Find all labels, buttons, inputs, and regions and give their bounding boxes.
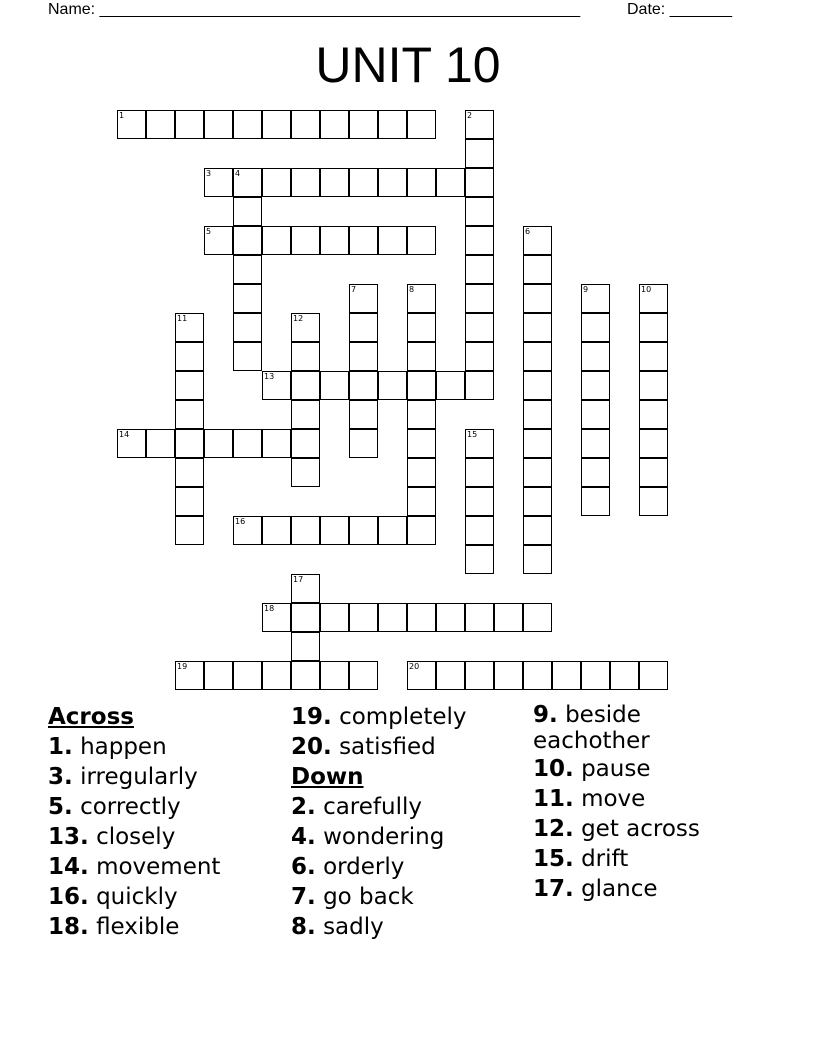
crossword-cell[interactable] [523,545,552,574]
crossword-cell[interactable] [581,429,610,458]
clue-column-1 [48,702,288,942]
crossword-cell[interactable] [204,226,233,255]
crossword-cell[interactable] [233,255,262,284]
cell-number: 12 [293,314,304,323]
crossword-cell[interactable] [552,661,581,690]
crossword-cell[interactable] [233,516,262,545]
crossword-cell[interactable] [291,516,320,545]
cell-number: 2 [467,111,473,120]
date-field-line: Date: _______ [627,1,732,18]
crossword-cell[interactable] [291,661,320,690]
crossword-cell[interactable] [378,110,407,139]
crossword-cell[interactable] [407,429,436,458]
crossword-cell[interactable] [639,661,668,690]
crossword-cell[interactable] [465,110,494,139]
crossword-cell[interactable] [378,603,407,632]
crossword-cell[interactable] [320,371,349,400]
cell-number: 10 [641,285,652,294]
clue-down-17: 17. glance [533,876,658,902]
crossword-cell[interactable] [262,226,291,255]
crossword-cell[interactable] [349,284,378,313]
crossword-cell[interactable] [523,661,552,690]
crossword-cell[interactable] [465,313,494,342]
crossword-cell[interactable] [494,661,523,690]
crossword-cell[interactable] [117,110,146,139]
crossword-cell[interactable] [262,661,291,690]
crossword-cell[interactable] [494,603,523,632]
clue-across-20: 20. satisfied [291,734,436,760]
clue-down-9: 9. beside eachother [533,702,650,754]
cell-number: 16 [235,517,246,526]
crossword-cell[interactable] [407,110,436,139]
crossword-cell[interactable] [523,429,552,458]
crossword-cell[interactable] [407,284,436,313]
crossword-cell[interactable] [175,313,204,342]
crossword-cell[interactable] [291,400,320,429]
crossword-cell[interactable] [523,516,552,545]
clue-across-18: 18. flexible [48,914,180,940]
crossword-cell[interactable] [407,487,436,516]
crossword-cell[interactable] [204,168,233,197]
crossword-cell[interactable] [320,603,349,632]
crossword-cell[interactable] [291,226,320,255]
crossword-cell[interactable] [349,661,378,690]
crossword-cell[interactable] [581,342,610,371]
crossword-cell[interactable] [291,371,320,400]
crossword-cell[interactable] [436,661,465,690]
crossword-cell[interactable] [465,255,494,284]
crossword-cell[interactable] [146,429,175,458]
crossword-cell[interactable] [523,226,552,255]
crossword-cell[interactable] [175,661,204,690]
crossword-cell[interactable] [291,458,320,487]
clue-across-14: 14. movement [48,854,221,880]
crossword-cell[interactable] [581,284,610,313]
crossword-cell[interactable] [581,487,610,516]
crossword-cell[interactable] [581,458,610,487]
crossword-cell[interactable] [407,400,436,429]
crossword-cell[interactable] [523,487,552,516]
crossword-cell[interactable] [436,603,465,632]
cell-number: 19 [177,662,188,671]
crossword-cell[interactable] [233,226,262,255]
cell-number: 7 [351,285,357,294]
crossword-cell[interactable] [320,516,349,545]
cell-number: 3 [206,169,212,178]
down-heading: Down [291,764,364,790]
crossword-cell[interactable] [581,371,610,400]
crossword-cell[interactable] [523,458,552,487]
clue-across-13: 13. closely [48,824,176,850]
cell-number: 8 [409,285,415,294]
crossword-cell[interactable] [639,400,668,429]
crossword-cell[interactable] [320,226,349,255]
crossword-cell[interactable] [175,429,204,458]
crossword-cell[interactable] [639,371,668,400]
crossword-cell[interactable] [175,400,204,429]
crossword-cell[interactable] [349,429,378,458]
clue-across-19: 19. completely [291,704,467,730]
crossword-cell[interactable] [523,400,552,429]
crossword-cell[interactable] [581,661,610,690]
crossword-cell[interactable] [291,429,320,458]
clue-across-16: 16. quickly [48,884,178,910]
crossword-cell[interactable] [349,516,378,545]
crossword-cell[interactable] [465,429,494,458]
crossword-cell[interactable] [349,400,378,429]
clue-across-1: 1. happen [48,734,167,760]
crossword-cell[interactable] [523,313,552,342]
crossword-cell[interactable] [523,255,552,284]
crossword-cell[interactable] [291,603,320,632]
clue-down-15: 15. drift [533,846,629,872]
crossword-cell[interactable] [291,168,320,197]
crossword-cell[interactable] [233,313,262,342]
crossword-cell[interactable] [407,168,436,197]
crossword-cell[interactable] [581,313,610,342]
clue-column-2 [291,702,531,942]
crossword-cell[interactable] [639,342,668,371]
crossword-cell[interactable] [465,661,494,690]
crossword-cell[interactable] [233,661,262,690]
cell-number: 20 [409,662,420,671]
crossword-cell[interactable] [291,342,320,371]
cell-number: 13 [264,372,275,381]
crossword-cell[interactable] [378,226,407,255]
crossword-cell[interactable] [349,313,378,342]
clue-across-3: 3. irregularly [48,764,198,790]
clue-down-10: 10. pause [533,756,651,782]
crossword-cell[interactable] [233,168,262,197]
crossword-cell[interactable] [407,342,436,371]
crossword-cell[interactable] [233,342,262,371]
crossword-cell[interactable] [291,110,320,139]
crossword-cell[interactable] [465,516,494,545]
crossword-cell[interactable] [407,516,436,545]
crossword-cell[interactable] [378,516,407,545]
cell-number: 4 [235,169,241,178]
crossword-cell[interactable] [465,487,494,516]
crossword-cell[interactable] [175,371,204,400]
crossword-cell[interactable] [175,487,204,516]
crossword-cell[interactable] [523,342,552,371]
crossword-cell[interactable] [436,371,465,400]
crossword-cell[interactable] [291,574,320,603]
crossword-cell[interactable] [465,545,494,574]
crossword-cell[interactable] [378,168,407,197]
crossword-cell[interactable] [291,632,320,661]
crossword-cell[interactable] [291,313,320,342]
crossword-cell[interactable] [204,110,233,139]
crossword-cell[interactable] [610,661,639,690]
crossword-cell[interactable] [204,429,233,458]
crossword-cell[interactable] [523,284,552,313]
crossword-cell[interactable] [523,603,552,632]
crossword-cell[interactable] [146,110,175,139]
crossword-cell[interactable] [175,110,204,139]
cell-number: 5 [206,227,212,236]
cell-number: 11 [177,314,188,323]
crossword-cell[interactable] [639,487,668,516]
crossword-cell[interactable] [436,168,465,197]
crossword-cell[interactable] [465,458,494,487]
crossword-cell[interactable] [349,342,378,371]
crossword-cell[interactable] [378,371,407,400]
clue-across-5: 5. correctly [48,794,181,820]
cell-number: 15 [467,430,478,439]
crossword-cell[interactable] [349,603,378,632]
crossword-cell[interactable] [639,458,668,487]
crossword-cell[interactable] [262,110,291,139]
clue-down-8: 8. sadly [291,914,384,940]
crossword-cell[interactable] [465,284,494,313]
page-title: UNIT 10 [315,37,501,93]
crossword-cell[interactable] [407,661,436,690]
crossword-cell[interactable] [262,603,291,632]
crossword-cell[interactable] [233,197,262,226]
crossword-cell[interactable] [175,458,204,487]
crossword-cell[interactable] [465,603,494,632]
crossword-cell[interactable] [465,197,494,226]
crossword-cell[interactable] [204,661,233,690]
crossword-cell[interactable] [349,371,378,400]
crossword-cell[interactable] [349,168,378,197]
crossword-cell[interactable] [349,226,378,255]
crossword-cell[interactable] [320,168,349,197]
crossword-cell[interactable] [320,661,349,690]
clue-column-3 [533,702,773,904]
crossword-cell[interactable] [639,429,668,458]
crossword-cell[interactable] [581,400,610,429]
name-field-line: Name: ______________________________________________________ [48,1,581,18]
crossword-cell[interactable] [407,371,436,400]
clue-down-4: 4. wondering [291,824,445,850]
crossword-cell[interactable] [262,516,291,545]
cell-number: 18 [264,604,275,613]
clue-down-6: 6. orderly [291,854,405,880]
clue-down-12: 12. get across [533,816,700,842]
crossword-cell[interactable] [639,284,668,313]
crossword-cell[interactable] [233,284,262,313]
cell-number: 17 [293,575,304,584]
crossword-cell[interactable] [262,168,291,197]
crossword-cell[interactable] [465,342,494,371]
crossword-cell[interactable] [465,168,494,197]
clue-down-11: 11. move [533,786,646,812]
crossword-cell[interactable] [262,371,291,400]
crossword-cell[interactable] [175,516,204,545]
cell-number: 1 [119,111,125,120]
crossword-cell[interactable] [233,110,262,139]
cell-number: 6 [525,227,531,236]
crossword-cell[interactable] [639,313,668,342]
crossword-cell[interactable] [465,139,494,168]
cell-number: 14 [119,430,130,439]
cell-number: 9 [583,285,589,294]
crossword-cell[interactable] [407,226,436,255]
crossword-cell[interactable] [117,429,146,458]
clue-down-7: 7. go back [291,884,414,910]
crossword-cell[interactable] [407,603,436,632]
across-heading: Across [48,704,134,730]
crossword-cell[interactable] [523,371,552,400]
crossword-cell[interactable] [349,110,378,139]
crossword-cell[interactable] [407,458,436,487]
crossword-cell[interactable] [465,371,494,400]
crossword-cell[interactable] [175,342,204,371]
crossword-cell[interactable] [465,226,494,255]
crossword-cell[interactable] [233,429,262,458]
clue-down-2: 2. carefully [291,794,422,820]
crossword-cell[interactable] [407,313,436,342]
crossword-cell[interactable] [320,110,349,139]
crossword-cell[interactable] [262,429,291,458]
